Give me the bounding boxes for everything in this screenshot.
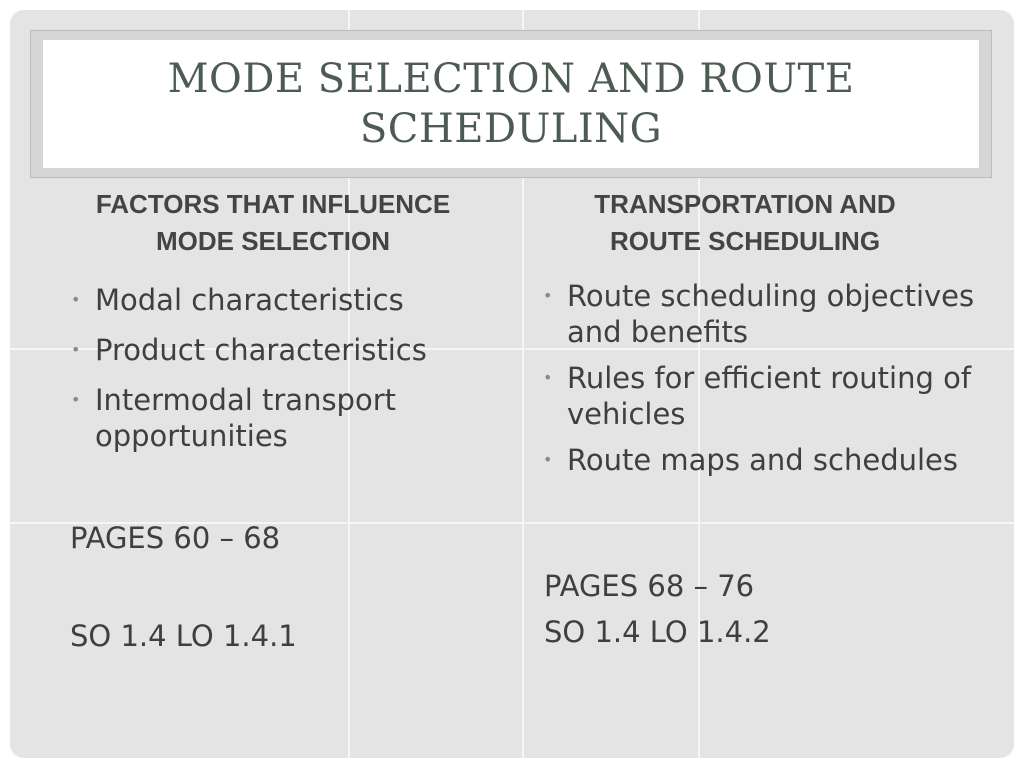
bullet-icon: • [71, 390, 81, 409]
list-item [540, 442, 1000, 478]
left-bullet-list [68, 282, 508, 468]
list-item [68, 282, 508, 318]
right-column-heading [540, 186, 950, 260]
bullet-text: Route maps and schedules [567, 443, 959, 477]
title-box [43, 40, 979, 168]
bullet-icon: • [543, 286, 553, 305]
right-heading-line2: ROUTE SCHEDULING [609, 226, 881, 256]
title-frame [30, 30, 992, 178]
bullet-icon: • [543, 450, 553, 469]
bullet-icon: • [71, 340, 81, 359]
bullet-text: Intermodal transport opportunities [95, 383, 397, 453]
left-column-heading [68, 186, 478, 260]
left-objectives-reference: SO 1.4 LO 1.4.1 [70, 619, 297, 653]
slide [10, 10, 1014, 758]
bullet-text: Product characteristics [95, 333, 427, 367]
list-item [68, 332, 508, 368]
list-item [540, 278, 1000, 350]
right-heading-line1: TRANSPORTATION AND [594, 189, 896, 219]
right-pages-reference: PAGES 68 – 76 [544, 569, 755, 603]
bullet-text: Route scheduling objectives and benefits [567, 279, 975, 349]
list-item [540, 360, 1000, 432]
slide-title-text: MODE SELECTION AND ROUTE SCHEDULING [167, 56, 855, 152]
bullet-text: Modal characteristics [95, 283, 404, 317]
bullet-icon: • [543, 368, 553, 387]
list-item [68, 382, 508, 454]
right-objectives-reference: SO 1.4 LO 1.4.2 [544, 615, 771, 649]
left-pages-reference: PAGES 60 – 68 [70, 521, 281, 555]
left-heading-line2: MODE SELECTION [155, 226, 390, 256]
left-heading-line1: FACTORS THAT INFLUENCE [95, 189, 451, 219]
bullet-text: Rules for efficient routing of vehicles [567, 361, 972, 431]
right-bullet-list [540, 278, 1000, 488]
slide-title [43, 54, 979, 154]
bullet-icon: • [71, 290, 81, 309]
